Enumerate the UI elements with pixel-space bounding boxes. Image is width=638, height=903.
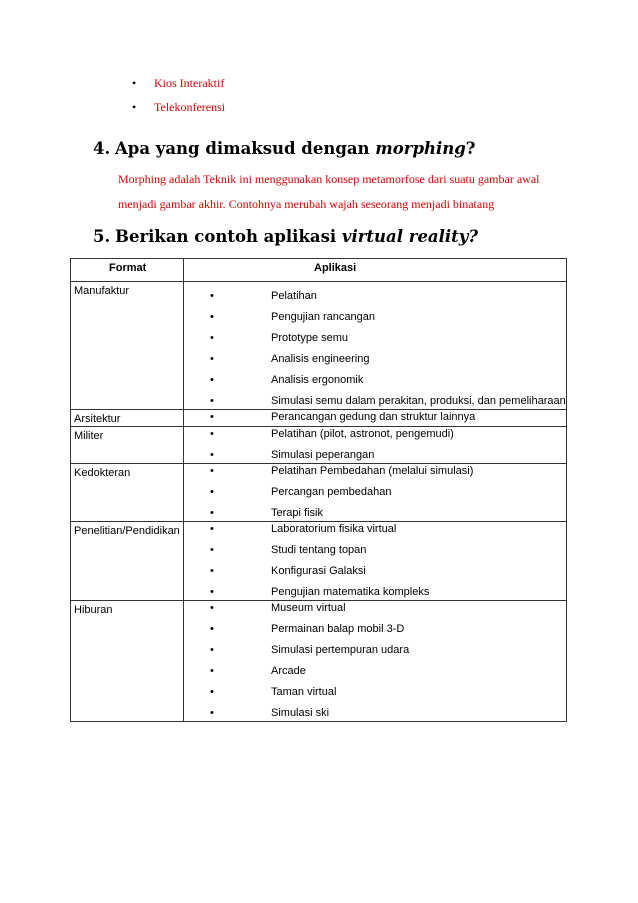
list-item	[184, 485, 566, 506]
application-text: Permainan balap mobil 3-D	[271, 623, 405, 635]
question-number: 5.	[93, 227, 111, 246]
application-text: Terapi fisik	[271, 507, 323, 519]
bullet-icon: •	[210, 486, 214, 498]
table-body	[71, 282, 567, 722]
table-row	[71, 427, 567, 464]
application-text: Pengujian matematika kompleks	[271, 586, 430, 598]
bullet-icon: •	[210, 395, 214, 407]
list-item	[184, 585, 566, 600]
table-row	[71, 522, 567, 601]
list-item	[184, 464, 566, 485]
question-4-heading	[93, 139, 475, 158]
question-4-answer	[118, 167, 578, 217]
list-item	[184, 427, 566, 448]
table-row	[71, 601, 567, 722]
bullet-icon: •	[210, 707, 214, 719]
list-item	[184, 706, 566, 721]
bullet-icon: •	[210, 411, 214, 423]
application-list	[184, 282, 566, 409]
bullet-icon: •	[210, 290, 214, 302]
list-item	[184, 506, 566, 521]
application-text: Prototype semu	[271, 332, 349, 344]
category-cell: Militer	[71, 427, 184, 464]
application-list	[184, 410, 566, 425]
bullet-icon: •	[210, 565, 214, 577]
list-item	[184, 331, 566, 352]
application-text: Analisis ergonomik	[271, 374, 364, 386]
application-text: Simulasi ski	[271, 707, 330, 719]
bullet-icon: •	[210, 523, 214, 535]
list-item	[184, 448, 566, 463]
applications-cell	[184, 522, 567, 601]
bullet-icon: •	[210, 332, 214, 344]
category-cell: Kedokteran	[71, 464, 184, 522]
table-row	[71, 410, 567, 427]
bullet-icon: •	[210, 465, 214, 477]
application-text: Pelatihan (pilot, astronot, pengemudi)	[271, 428, 454, 440]
question-5-heading	[93, 227, 478, 246]
bullet-icon: •	[210, 665, 214, 677]
header-aplikasi: Aplikasi	[184, 259, 567, 282]
bullet-icon: •	[210, 644, 214, 656]
category-cell: Manufaktur	[71, 282, 184, 410]
application-text: Studi tentang topan	[271, 544, 367, 556]
applications-cell	[184, 601, 567, 722]
table-header-row	[71, 259, 567, 282]
list-item	[184, 352, 566, 373]
application-text: Arcade	[271, 665, 306, 677]
list-item	[184, 564, 566, 585]
table-row	[71, 282, 567, 410]
bullet-icon: •	[210, 507, 214, 519]
bullet-icon: •	[210, 353, 214, 365]
list-item	[184, 664, 566, 685]
bullet-icon: •	[132, 100, 137, 114]
applications-cell	[184, 282, 567, 410]
bullet-icon: •	[210, 586, 214, 598]
application-list	[184, 464, 566, 521]
list-item	[184, 289, 566, 310]
application-text: Percangan pembedahan	[271, 486, 392, 498]
application-list	[184, 601, 566, 721]
header-format: Format	[71, 259, 184, 282]
applications-cell	[184, 427, 567, 464]
application-list	[184, 427, 566, 463]
question-punctuation: ?	[465, 139, 476, 158]
application-text: Pelatihan	[271, 290, 317, 302]
list-item	[184, 543, 566, 564]
bullet-icon: •	[210, 686, 214, 698]
applications-cell	[184, 464, 567, 522]
list-item-text: Telekonferensi	[154, 100, 226, 114]
list-item	[184, 373, 566, 394]
list-item	[184, 643, 566, 664]
question-text: Apa yang dimaksud dengan	[115, 139, 376, 158]
category-cell: Hiburan	[71, 601, 184, 722]
category-cell: Arsitektur	[71, 410, 184, 427]
list-item	[184, 410, 566, 425]
application-text: Simulasi pertempuran udara	[271, 644, 410, 656]
application-text: Simulasi semu dalam perakitan, produksi, dan pemeliharaan	[271, 395, 566, 407]
category-cell: Penelitian/Pendidikan	[71, 522, 184, 601]
vr-application-table	[70, 258, 567, 722]
question-text: Berikan contoh aplikasi	[115, 227, 342, 246]
application-text: Konfigurasi Galaksi	[271, 565, 366, 577]
list-item	[184, 685, 566, 706]
applications-cell	[184, 410, 567, 427]
list-item	[184, 394, 566, 409]
answer-line: Morphing adalah Teknik ini menggunakan konsep metamorfose dari suatu gambar awal	[118, 172, 540, 186]
bullet-icon: •	[210, 623, 214, 635]
application-text: Taman virtual	[271, 686, 337, 698]
list-item	[184, 522, 566, 543]
bullet-icon: •	[210, 374, 214, 386]
bullet-icon: •	[210, 311, 214, 323]
table-row	[71, 464, 567, 522]
application-text: Museum virtual	[271, 602, 346, 614]
list-item	[132, 95, 225, 119]
list-item	[184, 622, 566, 643]
question-number: 4.	[93, 139, 111, 158]
top-bullet-list	[132, 71, 225, 119]
application-text: Simulasi peperangan	[271, 449, 375, 461]
list-item	[184, 310, 566, 331]
application-text: Pelatihan Pembedahan (melalui simulasi)	[271, 465, 474, 477]
list-item	[132, 71, 225, 95]
answer-line: menjadi gambar akhir. Contohnya merubah wajah seseorang menjadi binatang	[118, 197, 495, 211]
bullet-icon: •	[210, 449, 214, 461]
list-item	[184, 601, 566, 622]
list-item-text: Kios Interaktif	[154, 76, 225, 90]
question-italic-term: virtual reality?	[341, 227, 479, 246]
question-italic-term: morphing	[375, 139, 466, 158]
bullet-icon: •	[210, 602, 214, 614]
application-list	[184, 522, 566, 600]
application-text: Analisis engineering	[271, 353, 370, 365]
application-text: Perancangan gedung dan struktur lainnya	[271, 411, 476, 423]
application-text: Laboratorium fisika virtual	[271, 523, 397, 535]
bullet-icon: •	[210, 428, 214, 440]
bullet-icon: •	[132, 76, 137, 90]
bullet-icon: •	[210, 544, 214, 556]
application-text: Pengujian rancangan	[271, 311, 375, 323]
